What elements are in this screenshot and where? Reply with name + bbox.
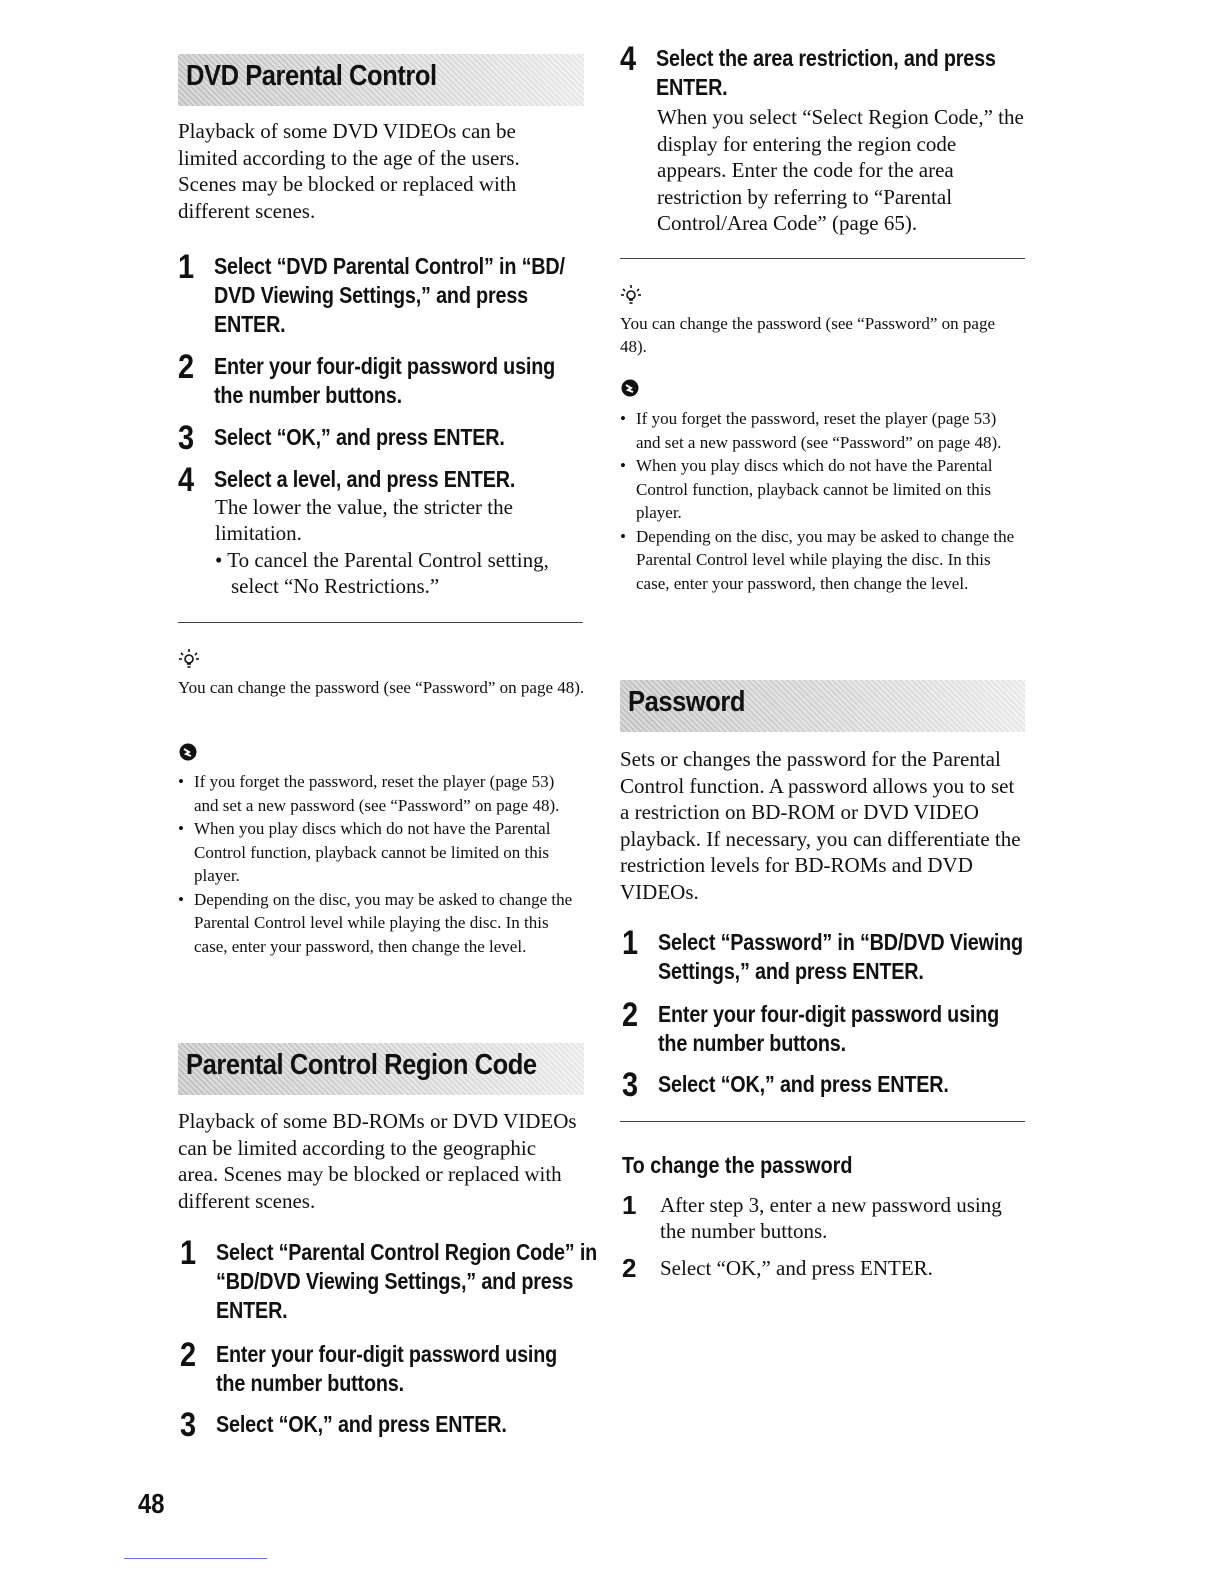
divider	[620, 1121, 1025, 1122]
step-description: When you select “Select Region Code,” the display for entering the region code appears. Enter the code for the area restriction by referring to “Parental Control/Area Code” (page 65).	[657, 105, 1024, 235]
step-instruction: Select a level, and press ENTER.	[214, 466, 516, 492]
note-item: • If you forget the password, reset the player (page 53) and set a new password (see “Password” on page 48).	[178, 770, 578, 817]
bullet-text: To cancel the Parental Control setting, select “No Restrictions.”	[227, 548, 549, 598]
step-instruction: Select “DVD Parental Control” in “BD/ DVD Viewing Settings,” and press ENTER.	[214, 253, 565, 337]
step-instruction: Select “OK,” and press ENTER.	[216, 1411, 507, 1437]
section-header-region-code	[178, 1043, 584, 1095]
step-number: 2	[178, 348, 195, 386]
note-icon	[178, 742, 198, 762]
step-number: 3	[622, 1066, 639, 1104]
hint-icon	[178, 648, 200, 670]
intro-text: Sets or changes the password for the Parental Control function. A password allows you to set a restriction on BD-ROM or DVD VIDEO playback. If necessary, you can differentiate the restriction levels for BD-ROMs and DVD VIDEOs.	[620, 747, 1021, 904]
step-instruction: Select “OK,” and press ENTER.	[660, 1256, 933, 1280]
note-item: • Depending on the disc, you may be asked to change the Parental Control level while playing the disc. In this case, enter your password, then change the level.	[620, 525, 1020, 596]
section-title: Parental Control Region Code	[186, 1049, 537, 1081]
divider	[620, 258, 1025, 259]
step-instruction: Select “Password” in “BD/DVD Viewing Settings,” and press ENTER.	[658, 929, 1023, 984]
footer-line	[124, 1558, 267, 1559]
step-instruction: After step 3, enter a new password using the number buttons.	[660, 1193, 1002, 1243]
step-bullet: • To cancel the Parental Control setting, select “No Restrictions.”	[215, 548, 549, 598]
step-number: 2	[622, 996, 639, 1034]
step-instruction: Enter your four-digit password using the number buttons.	[216, 1341, 558, 1396]
step-instruction: Select “OK,” and press ENTER.	[658, 1071, 949, 1097]
note-icon	[620, 378, 640, 398]
step-instruction: Select “Parental Control Region Code” in “BD/DVD Viewing Settings,” and press ENTER.	[216, 1239, 598, 1323]
tip-text: You can change the password (see “Password” on page 48).	[620, 314, 996, 356]
change-password-heading: To change the password	[622, 1152, 853, 1178]
step-number: 4	[178, 461, 195, 499]
intro-text: Playback of some DVD VIDEOs can be limited according to the age of the users. Scenes may be blocked or replaced with different scenes.	[178, 119, 520, 223]
section-title: Password	[628, 686, 746, 718]
step-number: 1	[622, 924, 639, 962]
section-header-dvd-parental-control	[178, 54, 584, 106]
step-number: 3	[180, 1406, 197, 1444]
step-instruction: Enter your four-digit password using the number buttons.	[214, 353, 556, 408]
step-instruction: Enter your four-digit password using the number buttons.	[658, 1001, 1000, 1056]
step-number: 1	[178, 248, 195, 286]
divider	[178, 622, 583, 623]
intro-text: Playback of some BD-ROMs or DVD VIDEOs can be limited according to the geographic area. Scenes may be blocked or replaced with different scenes.	[178, 1109, 577, 1213]
note-item: • When you play discs which do not have the Parental Control function, playback cannot be limited on this player.	[620, 454, 1020, 525]
notes-list	[178, 770, 578, 958]
note-item: • Depending on the disc, you may be asked to change the Parental Control level while playing the disc. In this case, enter your password, then change the level.	[178, 888, 578, 959]
page-number: 48	[138, 1488, 165, 1519]
step-number: 2	[180, 1336, 197, 1374]
step-instruction: Select the area restriction, and press ENTER.	[656, 45, 996, 100]
step-number: 4	[620, 40, 637, 78]
section-title: DVD Parental Control	[186, 60, 437, 92]
step-instruction: Select “OK,” and press ENTER.	[214, 424, 505, 450]
note-item: • When you play discs which do not have the Parental Control function, playback cannot be limited on this player.	[178, 817, 578, 888]
section-header-password	[620, 680, 1025, 732]
hint-icon	[620, 284, 642, 306]
step-number: 1	[180, 1234, 197, 1272]
step-number: 3	[178, 419, 195, 457]
step-number: 2	[622, 1253, 637, 1283]
step-description: The lower the value, the stricter the limitation.	[215, 495, 513, 545]
step-number: 1	[622, 1190, 637, 1220]
tip-text: You can change the password (see “Password” on page 48).	[178, 678, 585, 697]
notes-list	[620, 407, 1020, 595]
note-item: • If you forget the password, reset the player (page 53) and set a new password (see “Password” on page 48).	[620, 407, 1020, 454]
